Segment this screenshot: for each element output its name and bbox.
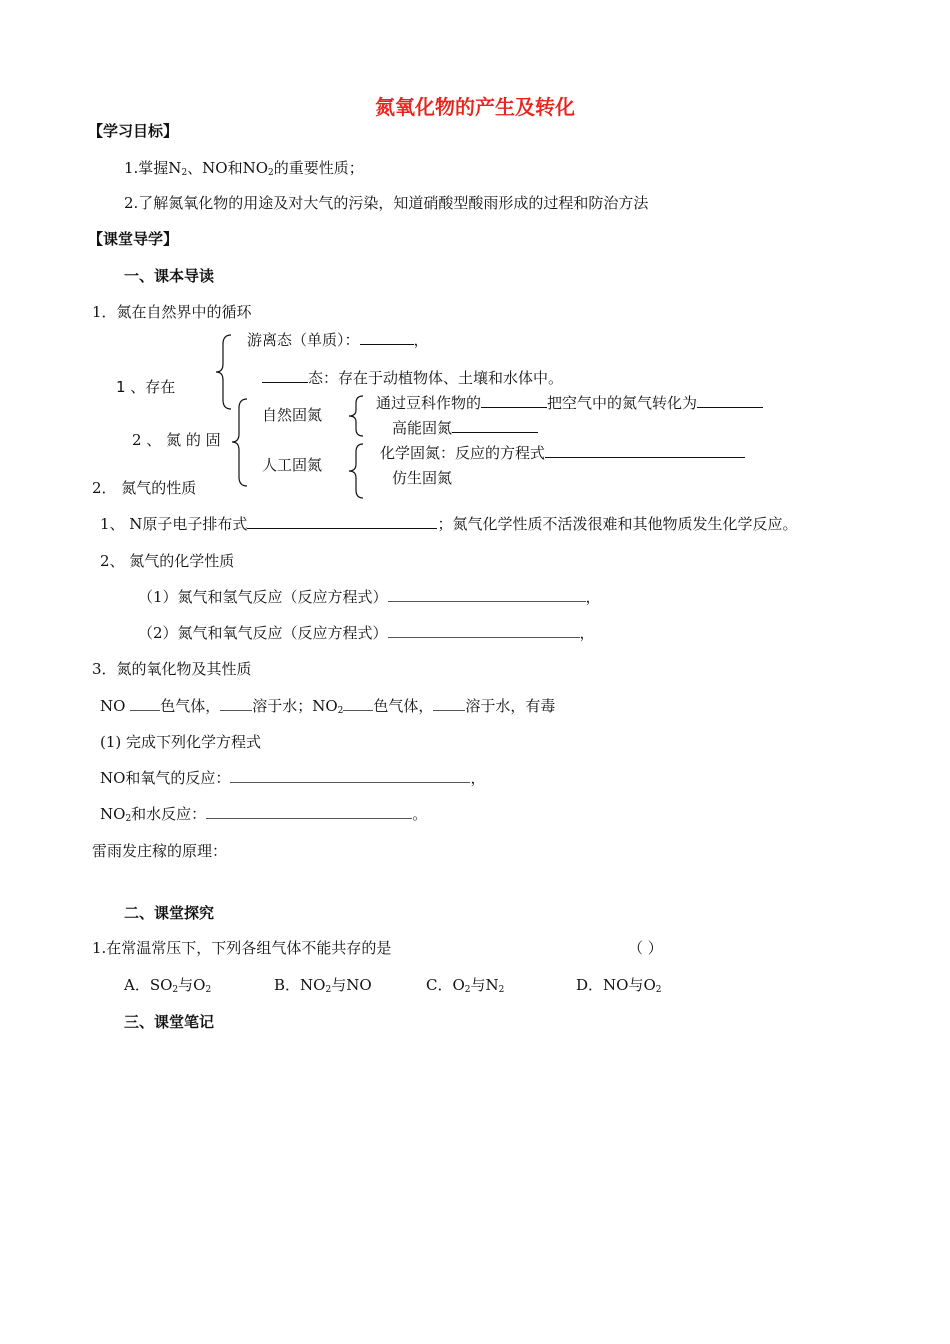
chem-props-title: 2、 氮气的化学性质 xyxy=(100,552,235,570)
oxides-color-line: NO 色气体， 溶于水；$NO_2$ 色气体， 溶于水，有毒 xyxy=(100,697,556,716)
high-energy-fix-line: 高能固氮 xyxy=(392,418,538,438)
combined-state-line: 态：存在于动植物体、土壤和水体中。 xyxy=(262,368,563,388)
o2-reaction-line: （2）氮气和氧气反应（反应方程式） ， xyxy=(138,624,595,642)
no2-solubility-blank xyxy=(433,696,465,711)
combined-state-blank xyxy=(262,368,308,383)
bean-blank-2 xyxy=(697,393,763,408)
electron-config-blank xyxy=(247,514,437,529)
section-3-heading: 三、课堂笔记 xyxy=(124,1013,215,1031)
o2-reaction-blank xyxy=(388,623,580,638)
answer-paren: （ ） xyxy=(628,939,663,957)
high-energy-blank xyxy=(452,418,538,433)
electron-config-line: 1、 N原子电子排布式 ；氮气化学性质不活泼很难和其他物质发生化学反应。 xyxy=(100,515,798,533)
natural-fix-label: 自然固氮 xyxy=(262,406,323,424)
bean-blank-1 xyxy=(481,393,547,408)
bionic-fix-label: 仿生固氮 xyxy=(392,469,453,487)
free-state-line: 游离态（单质）： ， xyxy=(247,331,429,349)
no-oxygen-blank xyxy=(230,768,470,783)
page-title: 氮氧化物的产生及转化 xyxy=(375,95,575,119)
artificial-fix-label: 人工固氮 xyxy=(262,456,323,474)
props-title: 2． 氮气的性质 xyxy=(92,479,197,497)
section-2-heading: 二、课堂探究 xyxy=(124,904,215,922)
option-c: C．$O_2$与$N_2$ xyxy=(426,976,505,995)
exist-label: 1 、存在 xyxy=(116,378,176,396)
cycle-title: 1．氮在自然界中的循环 xyxy=(92,303,252,321)
no-solubility-blank xyxy=(220,696,252,711)
option-d: D．NO与$O_2$ xyxy=(576,976,662,995)
objectives-heading: 【学习目标】 xyxy=(88,122,179,140)
chem-fix-blank xyxy=(545,443,745,458)
question-1: 1.在常温常压下，下列各组气体不能共存的是 xyxy=(92,939,392,957)
thunder-principle: 雷雨发庄稼的原理： xyxy=(92,842,228,860)
natural-fix-brace xyxy=(348,395,366,437)
oxides-title: 3．氮的氧化物及其性质 xyxy=(92,660,252,678)
option-b: B．$NO_2$与NO xyxy=(274,976,372,995)
artificial-fix-brace xyxy=(348,443,366,499)
fix-brace xyxy=(231,398,251,488)
no-oxygen-line: NO和氧气的反应： ， xyxy=(100,769,486,787)
no2-color-blank xyxy=(343,696,373,711)
section-1-heading: 一、课本导读 xyxy=(124,267,215,285)
objective-item-1: 1.掌握$N_2$、NO和$NO_2$的重要性质； xyxy=(124,159,364,178)
complete-equations-title: (1) 完成下列化学方程式 xyxy=(100,733,262,751)
fix-label: 2 、 氮 的 固 xyxy=(132,431,221,449)
bean-fix-line: 通过豆科作物的 把空气中的氮气转化为 xyxy=(376,393,763,413)
option-a: A．$SO_2$与$O_2$ xyxy=(124,976,212,995)
chem-fix-line: 化学固氮：反应的方程式 xyxy=(380,443,745,463)
no2-water-blank xyxy=(206,804,412,819)
no-color-blank xyxy=(130,696,160,711)
guide-heading: 【课堂导学】 xyxy=(88,230,179,248)
no2-water-line: $NO_2$和水反应： 。 xyxy=(100,805,428,824)
objective-item-2: 2.了解氮氧化物的用途及对大气的污染，知道硝酸型酸雨形成的过程和防治方法 xyxy=(124,194,649,212)
h2-reaction-blank xyxy=(388,587,586,602)
h2-reaction-line: （1）氮气和氢气反应（反应方程式） ， xyxy=(138,588,601,606)
free-state-blank xyxy=(360,330,414,345)
